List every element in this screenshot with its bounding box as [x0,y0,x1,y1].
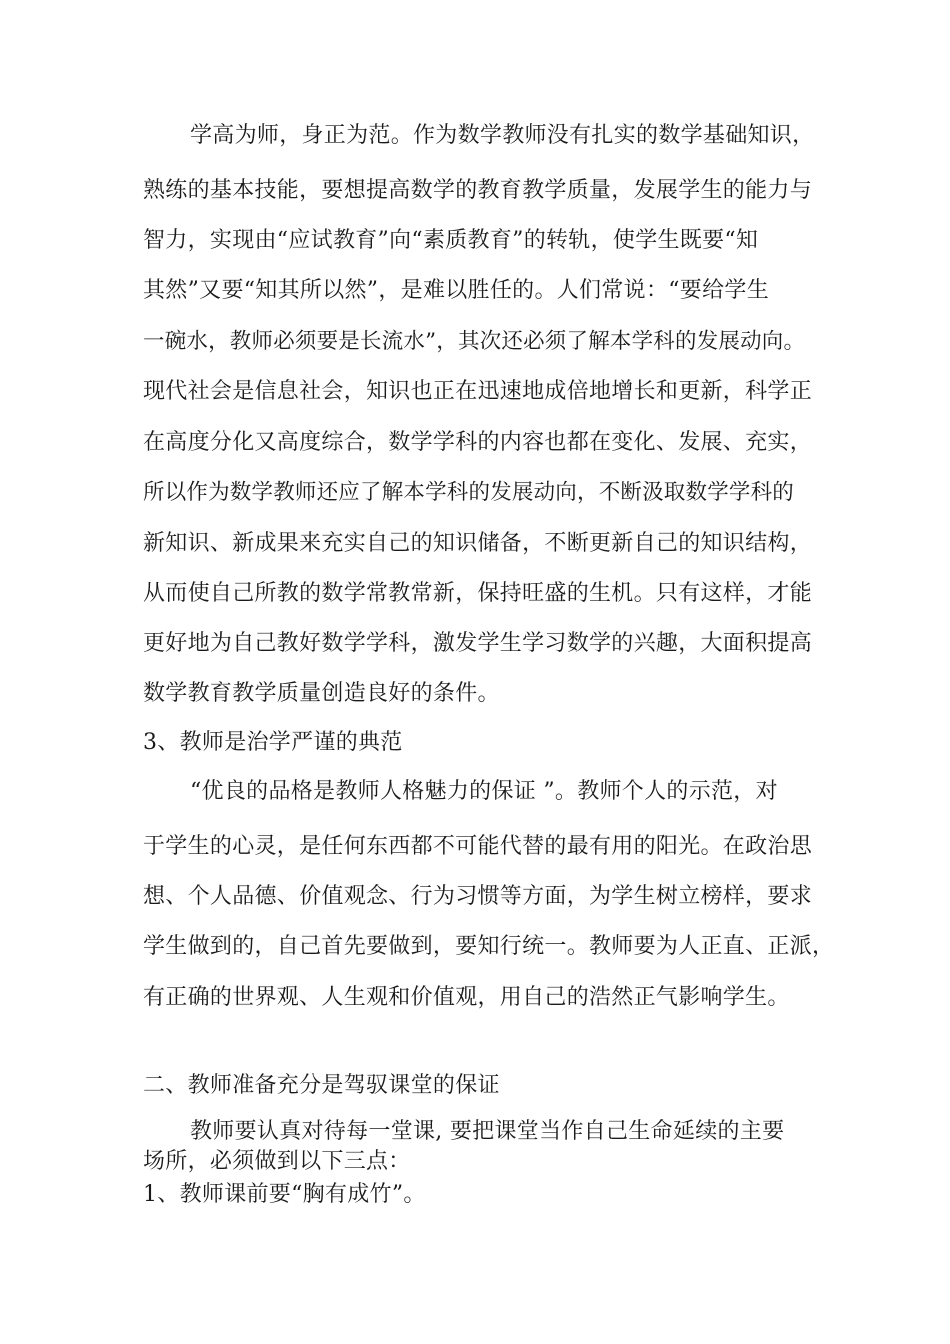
paragraph-2-line-3: 想、个人品德、价值观念、行为习惯等方面，为学生树立榜样，要求 [143,884,813,909]
paragraph-1-line-3: 智力，实现由“应试教育”向“素质教育”的转轨，使学生既要“知 [143,228,759,253]
paragraph-2-line-2: 于学生的心灵，是任何东西都不可能代替的最有用的阳光。在政治思 [143,834,813,859]
paragraph-1-line-8: 所以作为数学教师还应了解本学科的发展动向，不断汲取数学学科的 [143,480,795,505]
paragraph-1-line-6: 现代社会是信息社会，知识也正在迅速地成倍地增长和更新，科学正 [143,379,813,404]
paragraph-1-line-11: 更好地为自己教好数学学科，激发学生学习数学的兴趣，大面积提高 [143,631,813,656]
paragraph-1-line-5: 一碗水，教师必须要是长流水”，其次还必须了解本学科的发展动向。 [143,329,806,354]
paragraph-3-line-2: 场所，必须做到以下三点： [143,1149,411,1174]
paragraph-2-line-5: 有正确的世界观、人生观和价值观，用自己的浩然正气影响学生。 [143,985,790,1010]
paragraph-1-line-7: 在高度分化又高度综合，数学学科的内容也都在变化、发展、充实， [143,430,813,455]
paragraph-1-line-10: 从而使自己所教的数学常教常新，保持旺盛的生机。只有这样，才能 [143,581,813,606]
heading-3: 3、教师是治学严谨的典范 [143,730,403,755]
paragraph-1-line-1: 学高为师，身正为范。作为数学教师没有扎实的数学基础知识， [190,123,815,148]
paragraph-1-line-2: 熟练的基本技能，要想提高数学的教育教学质量，发展学生的能力与 [143,178,813,203]
paragraph-3-line-1: 教师要认真对待每一堂课, 要把课堂当作自己生命延续的主要 [190,1119,785,1144]
list-item-1: 1、教师课前要“胸有成竹”。 [143,1182,426,1207]
section-2-heading: 二、教师准备充分是驾驭课堂的保证 [143,1073,500,1098]
paragraph-1-line-4: 其然”又要“知其所以然”，是难以胜任的。人们常说：“要给学生 [143,278,769,303]
paragraph-1-line-12: 数学教育教学质量创造良好的条件。 [143,681,500,706]
paragraph-2-line-1: “优良的品格是教师人格魅力的保证 ”。教师个人的示范，对 [190,779,778,804]
paragraph-1-line-9: 新知识、新成果来充实自己的知识储备，不断更新自己的知识结构， [143,531,813,556]
paragraph-2-line-4: 学生做到的，自己首先要做到，要知行统一。教师要为人正直、正派， [143,934,835,959]
